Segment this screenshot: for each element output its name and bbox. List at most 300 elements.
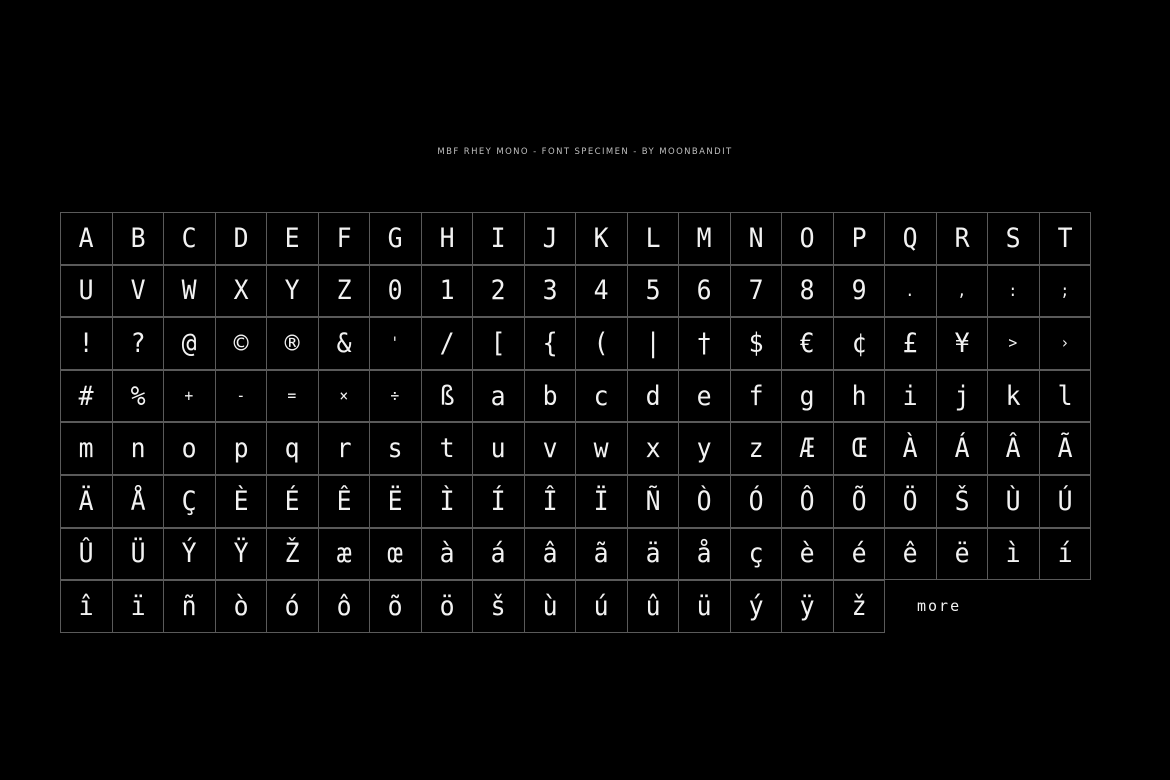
glyph-char: P: [851, 222, 867, 254]
glyph-cell: [627, 528, 680, 581]
glyph-char: X: [233, 275, 249, 307]
glyph-cell: [575, 422, 628, 475]
glyph-char: Z: [336, 275, 352, 307]
glyph-cell: [987, 422, 1040, 475]
glyph-char: ›: [1060, 333, 1070, 353]
glyph-char: 0: [387, 275, 403, 307]
glyph-char: $: [748, 327, 764, 359]
glyph-cell: [987, 475, 1040, 528]
glyph-char: C: [181, 222, 197, 254]
glyph-char: V: [130, 275, 146, 307]
glyph-cell: [678, 212, 731, 265]
glyph-char: á: [490, 538, 506, 570]
glyph-char: j: [954, 380, 970, 412]
glyph-char: ;: [1060, 280, 1070, 300]
glyph-cell: [472, 475, 525, 528]
glyph-char: ž: [851, 590, 867, 622]
glyph-cell: [884, 528, 937, 581]
glyph-cell: [318, 370, 371, 423]
glyph-char: D: [233, 222, 249, 254]
glyph-char: ñ: [181, 590, 197, 622]
glyph-cell: [266, 370, 319, 423]
glyph-row: [60, 422, 1090, 475]
glyph-char: f: [748, 380, 764, 412]
glyph-char: W: [181, 275, 197, 307]
glyph-cell: [781, 370, 834, 423]
glyph-cell: [936, 422, 989, 475]
glyph-cell: [524, 528, 577, 581]
glyph-cell: [833, 212, 886, 265]
glyph-cell: [730, 212, 783, 265]
glyph-char: 5: [645, 275, 661, 307]
glyph-row: [60, 475, 1090, 528]
glyph-char: û: [645, 590, 661, 622]
glyph-cell: [215, 580, 268, 633]
glyph-row: [60, 580, 884, 633]
glyph-char: À: [902, 433, 918, 465]
glyph-row: [60, 370, 1090, 423]
glyph-cell: [575, 317, 628, 370]
glyph-char: {: [542, 327, 558, 359]
glyph-char: Ó: [748, 485, 764, 517]
glyph-cell: [369, 528, 422, 581]
glyph-cell: [369, 475, 422, 528]
glyph-cell: [266, 422, 319, 475]
glyph-char: F: [336, 222, 352, 254]
glyph-char: î: [78, 590, 94, 622]
glyph-char: @: [181, 327, 197, 359]
glyph-cell: [266, 528, 319, 581]
glyph-char: É: [284, 485, 300, 517]
glyph-char: o: [181, 433, 197, 465]
glyph-cell: [318, 528, 371, 581]
glyph-char: à: [439, 538, 455, 570]
glyph-char: Ä: [78, 485, 94, 517]
glyph-char: p: [233, 433, 249, 465]
glyph-cell: [936, 528, 989, 581]
glyph-char: v: [542, 433, 558, 465]
glyph-cell: [575, 370, 628, 423]
glyph-cell: [1039, 422, 1092, 475]
glyph-cell: [60, 475, 113, 528]
glyph-cell: [781, 317, 834, 370]
glyph-cell: [987, 212, 1040, 265]
glyph-char: €: [799, 327, 815, 359]
glyph-cell: [472, 422, 525, 475]
glyph-cell: [678, 528, 731, 581]
glyph-char: Ö: [902, 485, 918, 517]
glyph-cell: [524, 422, 577, 475]
glyph-char: ©: [233, 327, 249, 359]
glyph-cell: [163, 265, 216, 318]
glyph-cell: [112, 370, 165, 423]
glyph-char: 8: [799, 275, 815, 307]
glyph-char: m: [78, 433, 94, 465]
glyph-char: 3: [542, 275, 558, 307]
glyph-cell: [1039, 212, 1092, 265]
glyph-cell: [472, 580, 525, 633]
glyph-cell: [627, 265, 680, 318]
glyph-cell: [575, 475, 628, 528]
glyph-cell: [112, 212, 165, 265]
glyph-cell: [472, 212, 525, 265]
glyph-cell: [627, 475, 680, 528]
glyph-char: U: [78, 275, 94, 307]
glyph-cell: [421, 528, 474, 581]
glyph-char: S: [1005, 222, 1021, 254]
glyph-char: â: [542, 538, 558, 570]
glyph-char: Í: [490, 485, 506, 517]
glyph-char: k: [1005, 380, 1021, 412]
glyph-cell: [112, 580, 165, 633]
glyph-char: A: [78, 222, 94, 254]
glyph-char: ¥: [954, 327, 970, 359]
glyph-cell: [833, 370, 886, 423]
glyph-cell: [318, 580, 371, 633]
glyph-cell: [163, 528, 216, 581]
more-label: more: [917, 597, 962, 615]
glyph-char: L: [645, 222, 661, 254]
glyph-cell: [266, 580, 319, 633]
glyph-char: ×: [339, 386, 349, 406]
glyph-cell: [163, 317, 216, 370]
glyph-char: 9: [851, 275, 867, 307]
glyph-cell: [678, 422, 731, 475]
glyph-char: -: [236, 386, 246, 406]
glyph-char: ®: [284, 327, 300, 359]
glyph-cell: [266, 265, 319, 318]
glyph-char: æ: [336, 538, 352, 570]
glyph-cell: [421, 422, 474, 475]
glyph-char: Ž: [284, 538, 300, 570]
glyph-char: 1: [439, 275, 455, 307]
glyph-char: Ÿ: [233, 538, 249, 570]
glyph-char: å: [696, 538, 712, 570]
glyph-char: é: [851, 538, 867, 570]
glyph-char: Q: [902, 222, 918, 254]
glyph-cell: [163, 475, 216, 528]
glyph-char: a: [490, 380, 506, 412]
glyph-cell: [524, 580, 577, 633]
glyph-grid: [60, 212, 1110, 633]
glyph-char: B: [130, 222, 146, 254]
glyph-cell: [678, 580, 731, 633]
glyph-char: J: [542, 222, 558, 254]
glyph-char: Y: [284, 275, 300, 307]
glyph-cell: [318, 475, 371, 528]
glyph-char: ?: [130, 327, 146, 359]
glyph-char: g: [799, 380, 815, 412]
glyph-char: E: [284, 222, 300, 254]
glyph-cell: [936, 265, 989, 318]
glyph-cell: [112, 265, 165, 318]
glyph-cell: [266, 317, 319, 370]
glyph-cell: [987, 528, 1040, 581]
glyph-char: ,: [957, 280, 967, 300]
glyph-cell: [524, 265, 577, 318]
glyph-cell: [524, 370, 577, 423]
glyph-char: /: [439, 327, 455, 359]
glyph-cell: [472, 265, 525, 318]
glyph-cell: [833, 265, 886, 318]
glyph-cell: [318, 212, 371, 265]
glyph-char: ô: [336, 590, 352, 622]
glyph-char: d: [645, 380, 661, 412]
glyph-char: !: [78, 327, 94, 359]
glyph-cell: [627, 422, 680, 475]
glyph-char: Ì: [439, 485, 455, 517]
glyph-char: O: [799, 222, 815, 254]
glyph-cell: [112, 317, 165, 370]
glyph-char: ÿ: [799, 590, 815, 622]
glyph-char: È: [233, 485, 249, 517]
glyph-cell: [730, 528, 783, 581]
glyph-cell: [318, 422, 371, 475]
glyph-cell: [1039, 265, 1092, 318]
glyph-cell: [369, 317, 422, 370]
glyph-cell: [730, 580, 783, 633]
glyph-char: Ô: [799, 485, 815, 517]
glyph-char: .: [905, 280, 915, 300]
glyph-char: Õ: [851, 485, 867, 517]
glyph-cell: [163, 580, 216, 633]
glyph-cell: [318, 265, 371, 318]
glyph-char: >: [1008, 333, 1018, 353]
glyph-cell: [575, 528, 628, 581]
glyph-char: &: [336, 327, 352, 359]
glyph-char: ò: [233, 590, 249, 622]
glyph-cell: [730, 265, 783, 318]
glyph-cell: [781, 580, 834, 633]
glyph-char: ý: [748, 590, 764, 622]
glyph-char: œ: [387, 538, 403, 570]
glyph-char: ÷: [390, 386, 400, 406]
glyph-row: [60, 317, 1090, 370]
glyph-cell: [936, 212, 989, 265]
glyph-char: ë: [954, 538, 970, 570]
glyph-char: =: [287, 386, 297, 406]
glyph-row: [60, 528, 1090, 581]
glyph-char: ö: [439, 590, 455, 622]
glyph-cell: [163, 370, 216, 423]
glyph-char: Ý: [181, 538, 197, 570]
glyph-char: G: [387, 222, 403, 254]
glyph-cell: [884, 212, 937, 265]
glyph-cell: [781, 212, 834, 265]
glyph-char: ê: [902, 538, 918, 570]
glyph-cell: [936, 370, 989, 423]
glyph-char: 6: [696, 275, 712, 307]
glyph-cell: [524, 475, 577, 528]
glyph-cell: [112, 422, 165, 475]
glyph-cell: [987, 265, 1040, 318]
glyph-cell: [575, 212, 628, 265]
glyph-cell: [936, 475, 989, 528]
glyph-char: K: [593, 222, 609, 254]
glyph-char: M: [696, 222, 712, 254]
glyph-cell: [215, 475, 268, 528]
glyph-char: è: [799, 538, 815, 570]
glyph-cell: [163, 212, 216, 265]
glyph-char: ì: [1005, 538, 1021, 570]
glyph-char: w: [593, 433, 609, 465]
glyph-char: Š: [954, 485, 970, 517]
glyph-char: ¢: [851, 327, 867, 359]
glyph-cell: [472, 370, 525, 423]
glyph-char: :: [1008, 280, 1018, 300]
glyph-char: ü: [696, 590, 712, 622]
glyph-char: ': [390, 333, 400, 353]
glyph-char: c: [593, 380, 609, 412]
glyph-cell: [575, 580, 628, 633]
glyph-char: Û: [78, 538, 94, 570]
glyph-cell: [112, 475, 165, 528]
glyph-char: H: [439, 222, 455, 254]
glyph-char: (: [593, 327, 609, 359]
glyph-cell: [678, 317, 731, 370]
glyph-char: ä: [645, 538, 661, 570]
glyph-cell: [163, 422, 216, 475]
glyph-cell: [369, 370, 422, 423]
glyph-cell: [369, 212, 422, 265]
glyph-cell: [833, 475, 886, 528]
glyph-cell: [1039, 317, 1092, 370]
glyph-cell: [215, 212, 268, 265]
glyph-char: n: [130, 433, 146, 465]
glyph-cell: [60, 265, 113, 318]
glyph-cell: [1039, 475, 1092, 528]
glyph-cell: [627, 212, 680, 265]
glyph-row: [60, 265, 1090, 318]
glyph-cell: [575, 265, 628, 318]
glyph-cell: [472, 528, 525, 581]
glyph-char: Ñ: [645, 485, 661, 517]
glyph-char: R: [954, 222, 970, 254]
glyph-char: u: [490, 433, 506, 465]
glyph-char: Ò: [696, 485, 712, 517]
glyph-row: [60, 212, 1090, 265]
specimen-title: MBF RHEY MONO - FONT SPECIMEN - BY MOONBANDIT: [437, 147, 733, 157]
glyph-char: Ù: [1005, 485, 1021, 517]
glyph-cell: [369, 422, 422, 475]
glyph-cell: [781, 265, 834, 318]
glyph-char: 2: [490, 275, 506, 307]
glyph-char: Å: [130, 485, 146, 517]
glyph-cell: [60, 370, 113, 423]
glyph-char: š: [490, 590, 506, 622]
glyph-cell: [266, 212, 319, 265]
glyph-cell: [266, 475, 319, 528]
glyph-char: õ: [387, 590, 403, 622]
glyph-cell: [60, 528, 113, 581]
glyph-cell: [627, 317, 680, 370]
glyph-char: ç: [748, 538, 764, 570]
glyph-char: Ü: [130, 538, 146, 570]
glyph-char: #: [78, 380, 94, 412]
glyph-cell: [987, 317, 1040, 370]
glyph-cell: [833, 580, 886, 633]
glyph-char: b: [542, 380, 558, 412]
glyph-cell: [421, 370, 474, 423]
glyph-char: e: [696, 380, 712, 412]
glyph-cell: [730, 475, 783, 528]
glyph-cell: [60, 422, 113, 475]
glyph-char: Â: [1005, 433, 1021, 465]
glyph-char: +: [184, 386, 194, 406]
glyph-cell: [421, 580, 474, 633]
glyph-char: ß: [439, 380, 455, 412]
glyph-cell: [369, 580, 422, 633]
glyph-char: T: [1057, 222, 1073, 254]
glyph-char: h: [851, 380, 867, 412]
glyph-cell: [936, 317, 989, 370]
glyph-char: Ï: [593, 485, 609, 517]
glyph-char: s: [387, 433, 403, 465]
glyph-cell: [1039, 528, 1092, 581]
glyph-char: Á: [954, 433, 970, 465]
glyph-cell: [215, 528, 268, 581]
glyph-cell: [421, 475, 474, 528]
glyph-char: 4: [593, 275, 609, 307]
glyph-cell: [421, 212, 474, 265]
glyph-cell: [421, 317, 474, 370]
glyph-cell: [318, 317, 371, 370]
glyph-char: i: [902, 380, 918, 412]
glyph-char: N: [748, 222, 764, 254]
glyph-char: Ú: [1057, 485, 1073, 517]
glyph-char: Œ: [851, 433, 867, 465]
glyph-cell: [421, 265, 474, 318]
glyph-cell: [833, 528, 886, 581]
glyph-cell: [730, 317, 783, 370]
glyph-cell: [215, 317, 268, 370]
glyph-cell: [884, 422, 937, 475]
glyph-char: x: [645, 433, 661, 465]
glyph-char: %: [130, 380, 146, 412]
glyph-char: l: [1057, 380, 1073, 412]
glyph-cell: [987, 370, 1040, 423]
glyph-char: í: [1057, 538, 1073, 570]
glyph-char: Æ: [799, 433, 815, 465]
glyph-char: ó: [284, 590, 300, 622]
glyph-cell: [60, 580, 113, 633]
glyph-char: I: [490, 222, 506, 254]
glyph-cell: [781, 475, 834, 528]
glyph-char: Ê: [336, 485, 352, 517]
glyph-char: †: [696, 327, 712, 359]
glyph-char: ï: [130, 590, 146, 622]
glyph-char: [: [490, 327, 506, 359]
glyph-cell: [678, 265, 731, 318]
glyph-char: q: [284, 433, 300, 465]
glyph-char: ù: [542, 590, 558, 622]
glyph-cell: [524, 317, 577, 370]
glyph-cell: [678, 370, 731, 423]
glyph-cell: [884, 475, 937, 528]
glyph-cell: [678, 475, 731, 528]
glyph-cell: [884, 317, 937, 370]
glyph-char: Ë: [387, 485, 403, 517]
glyph-cell: [833, 422, 886, 475]
glyph-cell: [730, 370, 783, 423]
glyph-cell: [627, 580, 680, 633]
glyph-char: z: [748, 433, 764, 465]
glyph-cell: [215, 422, 268, 475]
glyph-char: |: [645, 327, 661, 359]
glyph-cell: [369, 265, 422, 318]
glyph-cell: [1039, 370, 1092, 423]
glyph-char: £: [902, 327, 918, 359]
